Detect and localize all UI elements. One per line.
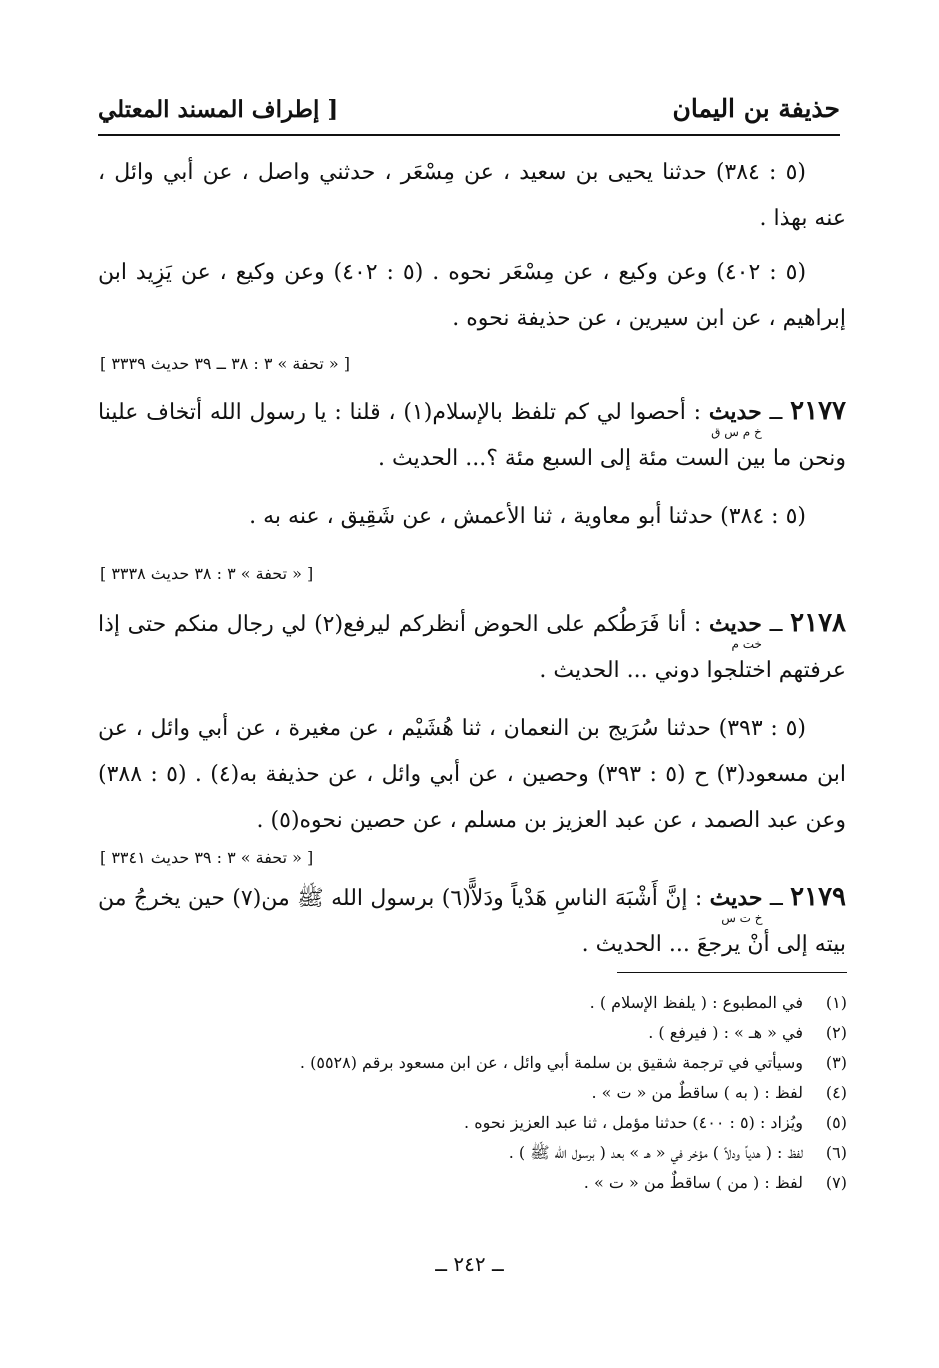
chain-text: (٥ : ٣٩٣) حدثنا سُرَيج بن النعمان ، ثنا هُشَيْم ، عن مغيرة ، عن أبي وائل ، عن ابن مسعود(٣) ح (٥ : ٣٩٣) وحصين ، عن أبي وائل ، عن حذيفة به(٤) . (٥ : ٣٨٨) وعن عبد الصمد ، عن عبد العزيز بن مسلم ، عن حصين نحوه(٥) . xyxy=(98,716,847,833)
paragraph-2 xyxy=(98,250,846,342)
hadith-2178-chain xyxy=(98,706,846,844)
hadith-label: حديث خ ت س xyxy=(709,885,763,925)
hadith-source-marks: خ ت س xyxy=(721,911,763,925)
footnote: (٢) في « هـ » : ( فيرفع ) . xyxy=(648,1023,847,1042)
page-number: ــ ٢٤٢ ــ xyxy=(435,1252,504,1276)
hadith-label: حديث خت م xyxy=(709,611,762,651)
footnote: (٦) لفظ : ( هدياً ودلاً ) مؤخر في « هـ » بعد ( برسول الله ﷺ ) . xyxy=(508,1143,847,1162)
hadith-source-marks: خ م س ق xyxy=(711,425,762,439)
hadith-text: : أنا فَرَطُكم على الحوض أنظركم ليرفع(٢) لي رجال منكم حتى إذا عرفتهم اختلجوا دوني ... الحديث . xyxy=(98,612,846,683)
tuhfa-reference-1: [ « تحفة » ٣ : ٣٨ ــ ٣٩ حديث ٣٣٣٩ ] xyxy=(100,354,351,373)
header-book-section: حذيفة بن اليمان xyxy=(672,94,840,123)
hadith-text: : أحصوا لي كم تلفظ بالإسلام(١) ، قلنا : يا رسول الله أتخاف علينا ونحن ما بين الست مئة إلى السبع مئة ؟... الحديث . xyxy=(98,400,846,471)
page-header xyxy=(98,90,840,136)
hadith-number: ٢١٧٩ xyxy=(790,882,846,912)
hadith-number: ٢١٧٧ xyxy=(790,396,846,426)
header-book-title: [ إطراف المسند المعتلي xyxy=(98,96,339,123)
chain-text: (٥ : ٣٨٤) حدثنا أبو معاوية ، ثنا الأعمش ، عن شَقِيق ، عنه به . xyxy=(249,504,806,529)
footnotes xyxy=(99,988,847,1198)
tuhfa-reference-2: [ « تحفة » ٣ : ٣٨ حديث ٣٣٣٨ ] xyxy=(100,564,314,583)
tuhfa-reference-3: [ « تحفة » ٣ : ٣٩ حديث ٣٣٤١ ] xyxy=(100,848,314,867)
hadith-2177: ٢١٧٧ ــ حديث خ م س ق : أحصوا لي كم تلفظ بالإسلام(١) ، قلنا : يا رسول الله أتخاف علينا ونحن ما بين الست مئة إلى السبع مئة ؟... الحديث . xyxy=(98,396,846,471)
hadith-2178: ٢١٧٨ ــ حديث خت م : أنا فَرَطُكم على الحوض أنظركم ليرفع(٢) لي رجال منكم حتى إذا عرفتهم اختلجوا دوني ... الحديث . xyxy=(98,608,846,683)
footnote: (٣) وسيأتي في ترجمة شقيق بن سلمة أبي وائل ، عن ابن مسعود برقم (٥٥٢٨) . xyxy=(299,1053,847,1072)
hadith-source-marks: خت م xyxy=(731,637,762,651)
footnote: (٥) ويُزاد : (٥ : ٤٠٠) حدثنا مؤمل ، ثنا عبد العزيز نحوه . xyxy=(464,1113,847,1132)
hadith-number: ٢١٧٨ xyxy=(790,608,846,638)
paragraph-1 xyxy=(98,150,846,242)
hadith-2179: ٢١٧٩ ــ حديث خ ت س : إنَّ أَشْبَهَ الناسِ هَدْياً ودَلاًّ(٦) برسول الله ﷺ من(٧) حين يخرجُ من بيته إلى أنْ يرجعَ ... الحديث . xyxy=(98,882,846,957)
footnote: (٤) لفظ : ( به ) ساقطٌ من « ت » . xyxy=(591,1083,847,1102)
footnote: (١) في المطبوع : ( يلفظ الإسلام ) . xyxy=(589,993,847,1012)
hadith-2177-chain xyxy=(98,494,846,540)
footnote-divider xyxy=(617,972,847,973)
footnote: (٧) لفظ : ( من ) ساقطٌ من « ت » . xyxy=(583,1173,847,1192)
hadith-label: حديث خ م س ق xyxy=(708,399,762,439)
paragraph-text: (٥ : ٣٨٤) حدثنا يحيى بن سعيد ، عن مِسْعَر ، حدثني واصل ، عن أبي وائل ، عنه بهذا . xyxy=(98,160,846,231)
hadith-text: : إنَّ أَشْبَهَ الناسِ هَدْياً ودَلاًّ(٦) برسول الله ﷺ من(٧) حين يخرجُ من بيته إلى أنْ يرجعَ ... الحديث . xyxy=(98,886,846,957)
paragraph-text: (٥ : ٤٠٢) وعن وكيع ، عن مِسْعَر نحوه . (٥ : ٤٠٢) وعن وكيع ، عن يَزِيد ابن إبراهيم ، عن ابن سيرين ، عن حذيفة نحوه . xyxy=(98,260,846,331)
